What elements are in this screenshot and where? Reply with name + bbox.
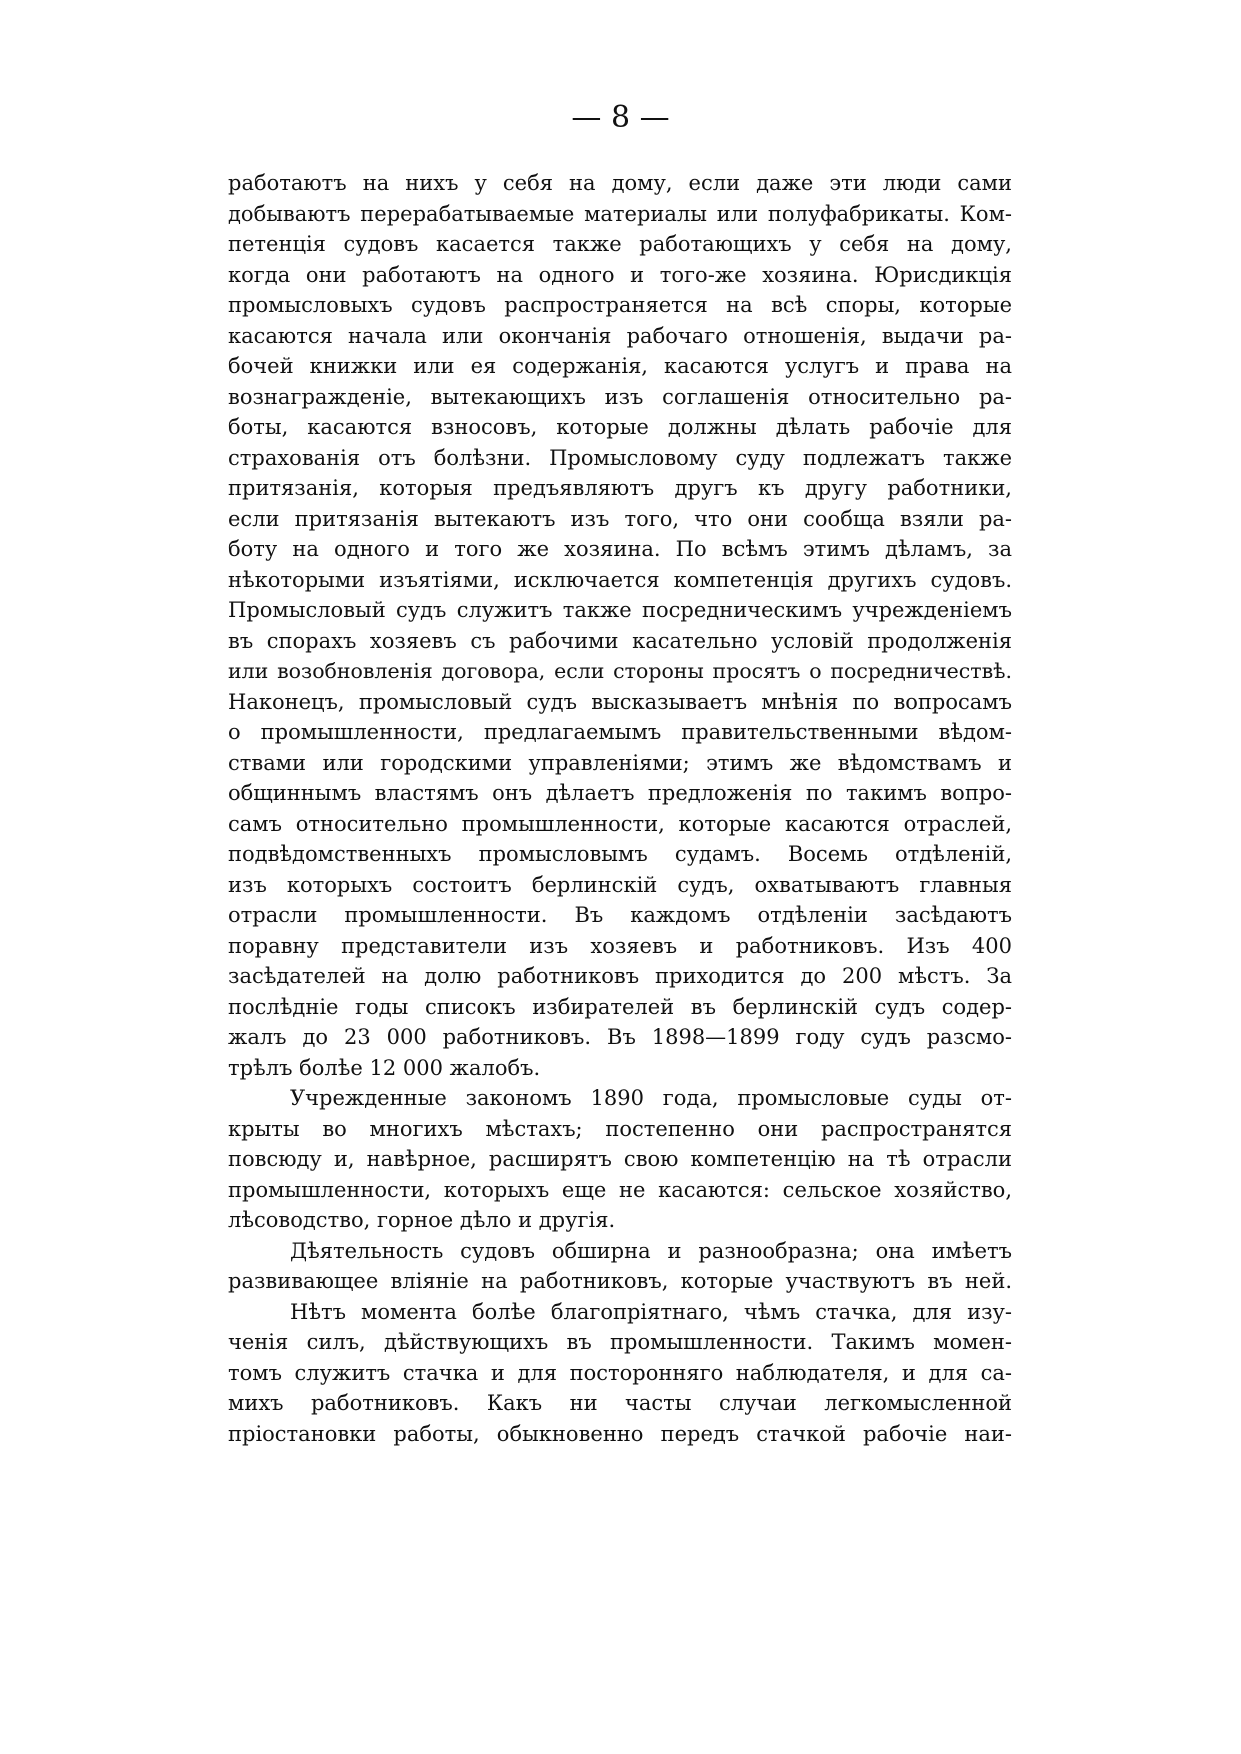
text-line: засѣдателей на долю работниковъ приходится до 200 мѣстъ. За (228, 964, 1012, 988)
text-line: подвѣдомственныхъ промысловымъ судамъ. Восемь отдѣленій, (228, 842, 1012, 866)
text-line: бочей книжки или ея содержанія, касаются услугъ и права на (228, 354, 1012, 378)
text-line: промышленности, которыхъ еще не касаются: сельское хозяйство, (228, 1177, 1012, 1202)
text-line: вознагражденіе, вытекающихъ изъ соглашенія относительно ра- (228, 384, 1012, 409)
text-line: развивающее вліяніе на работниковъ, которые участвуютъ въ ней. (228, 1269, 1012, 1293)
text-line: поравну представители изъ хозяевъ и работниковъ. Изъ 400 (228, 933, 1012, 958)
text-line: пріостановки работы, обыкновенно передъ стачкой рабочіе наи- (228, 1421, 1012, 1446)
text-line: томъ служитъ стачка и для посторонняго наблюдателя, и для са- (228, 1360, 1012, 1385)
text-line: михъ работниковъ. Какъ ни часты случаи легкомысленной (228, 1391, 1012, 1415)
text-line: трѣлъ болѣе 12 000 жалобъ. (228, 1055, 541, 1080)
text-line: притязанія, которыя предъявляютъ другъ къ другу работники, (228, 476, 1012, 500)
text-line: боту на одного и того же хозяина. По всѣмъ этимъ дѣламъ, за (228, 537, 1012, 561)
text-line: самъ относительно промышленности, которые касаются отраслей, (228, 811, 1012, 836)
text-line: Учрежденные закономъ 1890 года, промысловые суды от- (290, 1086, 1012, 1110)
text-line: Дѣятельность судовъ обширна и разнообразна; она имѣетъ (290, 1238, 1012, 1263)
text-line: изъ которыхъ состоитъ берлинскій судъ, охватываютъ главныя (228, 872, 1012, 897)
text-line: работаютъ на нихъ у себя на дому, если даже эти люди сами (228, 171, 1012, 195)
text-line: крыты во многихъ мѣстахъ; постепенно они распространятся (228, 1116, 1012, 1141)
body-text (228, 168, 1012, 1449)
text-line: когда они работаютъ на одного и того-же хозяина. Юрисдикція (228, 262, 1012, 287)
text-line: ствами или городскими управленіями; этимъ же вѣдомствамъ и (228, 750, 1012, 775)
text-line: послѣдніе годы списокъ избирателей въ берлинскій судъ содер- (228, 994, 1012, 1019)
page-number: — 8 — (571, 100, 670, 135)
text-line: петенція судовъ касается также работающихъ у себя на дому, (228, 232, 1012, 256)
text-line: добываютъ перерабатываемые материалы или полуфабрикаты. Ком- (228, 201, 1012, 226)
text-line: ченія силъ, дѣйствующихъ въ промышленности. Такимъ момен- (228, 1330, 1012, 1354)
text-line: о промышленности, предлагаемымъ правительственными вѣдом- (228, 720, 1012, 744)
text-line: Промысловый судъ служитъ также посредническимъ учрежденіемъ (228, 598, 1012, 622)
text-line: промысловыхъ судовъ распространяется на всѣ споры, которые (228, 293, 1012, 317)
text-line: повсюду и, навѣрное, расширятъ свою компетенцію на тѣ отрасли (228, 1147, 1012, 1171)
text-line: страхованія отъ болѣзни. Промысловому суду подлежатъ также (228, 445, 1012, 470)
text-line: касаются начала или окончанія рабочаго отношенія, выдачи ра- (228, 323, 1012, 348)
text-line: Нѣтъ момента болѣе благопріятнаго, чѣмъ стачка, для изу- (290, 1299, 1012, 1324)
text-line: въ спорахъ хозяевъ съ рабочими касательно условій продолженія (228, 628, 1012, 653)
text-line: если притязанія вытекаютъ изъ того, что они сообща взяли ра- (228, 506, 1012, 531)
text-line: отрасли промышленности. Въ каждомъ отдѣленіи засѣдаютъ (228, 903, 1012, 927)
text-line: общиннымъ властямъ онъ дѣлаетъ предложенія по такимъ вопро- (228, 781, 1012, 805)
text-line: боты, касаются взносовъ, которые должны дѣлать рабочіе для (228, 415, 1012, 439)
text-line: нѣкоторыми изъятіями, исключается компетенція другихъ судовъ. (228, 567, 1012, 592)
text-line: лѣсоводство, горное дѣло и другія. (228, 1208, 616, 1232)
text-line: жалъ до 23 000 работниковъ. Въ 1898—1899 году судъ разсмо- (228, 1025, 1012, 1049)
text-line: или возобновленія договора, если стороны просятъ о посредничествѣ. (228, 659, 1012, 683)
text-line: Наконецъ, промысловый судъ высказываетъ мнѣнія по вопросамъ (228, 689, 1012, 714)
